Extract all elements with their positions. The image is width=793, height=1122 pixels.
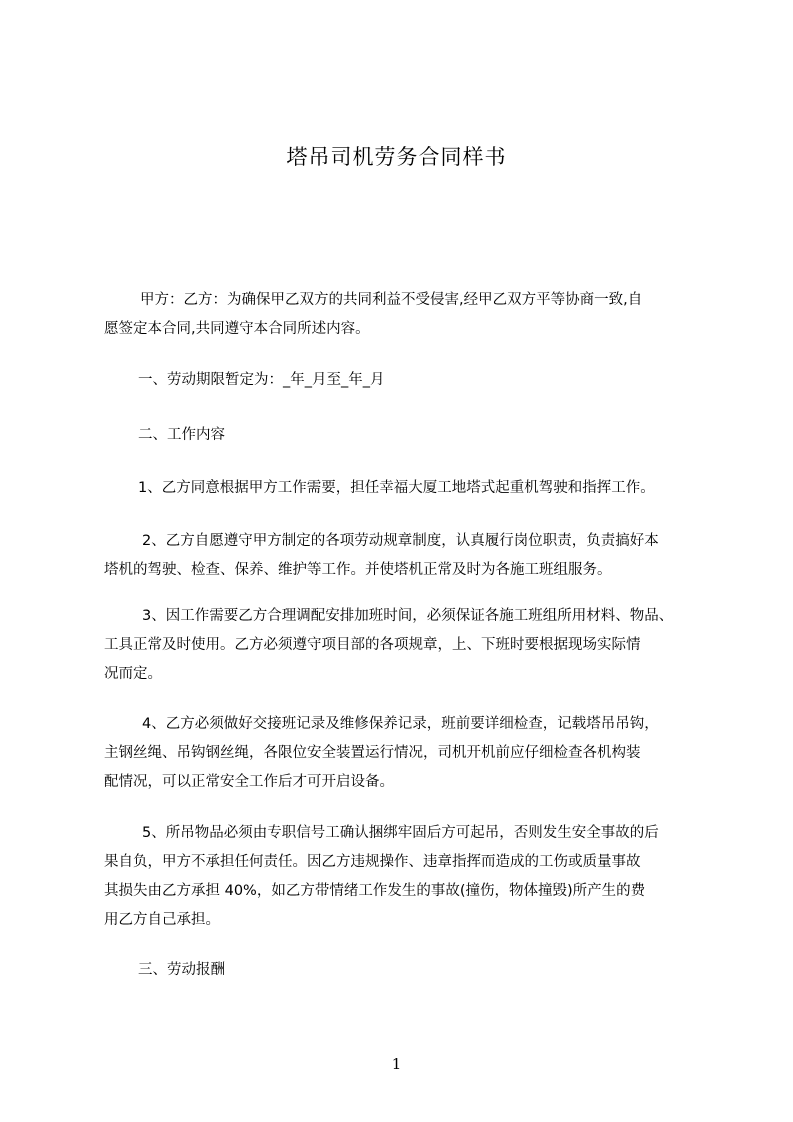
work-item-1-line-1: 1、乙方同意根据甲方工作需要，担任幸福大厦工地塔式起重机驾驶和指挥工作。 [138,480,655,496]
work-item-4-line-2: 主钢丝绳、吊钩钢丝绳，各限位安全装置运行情况，司机开机前应仔细检查各机构装 [104,745,641,761]
work-item-2-line-2: 塔机的驾驶、检查、保养、维护等工作。并使塔机正常及时为各施工班组服务。 [104,562,612,578]
section-heading-2: 二、工作内容 [138,427,225,443]
work-item-5 [104,819,704,935]
work-item-5-line-4: 用乙方自己承担。 [104,912,220,928]
work-item-2-line-1: 2、乙方自愿遵守甲方制定的各项劳动规章制度，认真履行岗位职责，负责搞好本 [142,533,659,549]
work-item-3-line-2: 工具正常及时使用。乙方必须遵守项目部的各项规章，上、下班时要根据现场实际情 [104,637,641,653]
work-item-3-line-3: 况而定。 [104,666,162,682]
intro-line-2: 愿签定本合同,共同遵守本合同所述内容。 [104,321,370,337]
work-item-2 [104,527,704,585]
work-item-4-line-1: 4、乙方必须做好交接班记录及维修保养记录，班前要详细检查，记载塔吊吊钩， [142,716,659,732]
work-item-1 [138,474,738,503]
intro-paragraph [104,286,704,344]
intro-line-1: 甲方：乙方：为确保甲乙双方的共同利益不受侵害,经甲乙双方平等协商一致,自 [140,292,643,308]
document-title: 塔吊司机劳务合同样书 [286,145,507,169]
work-item-3 [104,602,704,689]
work-item-5-line-2: 果自负，甲方不承担任何责任。因乙方违规操作、违章指挥而造成的工伤或质量事故 [104,854,641,870]
work-item-5-line-1: 5、所吊物品必须由专职信号工确认捆绑牢固后方可起吊，否则发生安全事故的后 [142,825,659,841]
section-heading-3: 三、劳动报酬 [138,962,225,978]
work-item-4-line-3: 配情况，可以正常安全工作后才可开启设备。 [104,774,394,790]
page-number: 1 [391,1055,402,1073]
work-item-4 [104,710,704,797]
work-item-3-line-1: 3、因工作需要乙方合理调配安排加班时间，必须保证各施工班组所用材料、物品、 [142,608,674,624]
work-item-5-line-3: 其损失由乙方承担 40%，如乙方带情绪工作发生的事故(撞伤，物体撞毁)所产生的费 [104,883,646,899]
section-heading-1: 一、劳动期限暂定为：_年_月至_年_月 [138,372,385,388]
